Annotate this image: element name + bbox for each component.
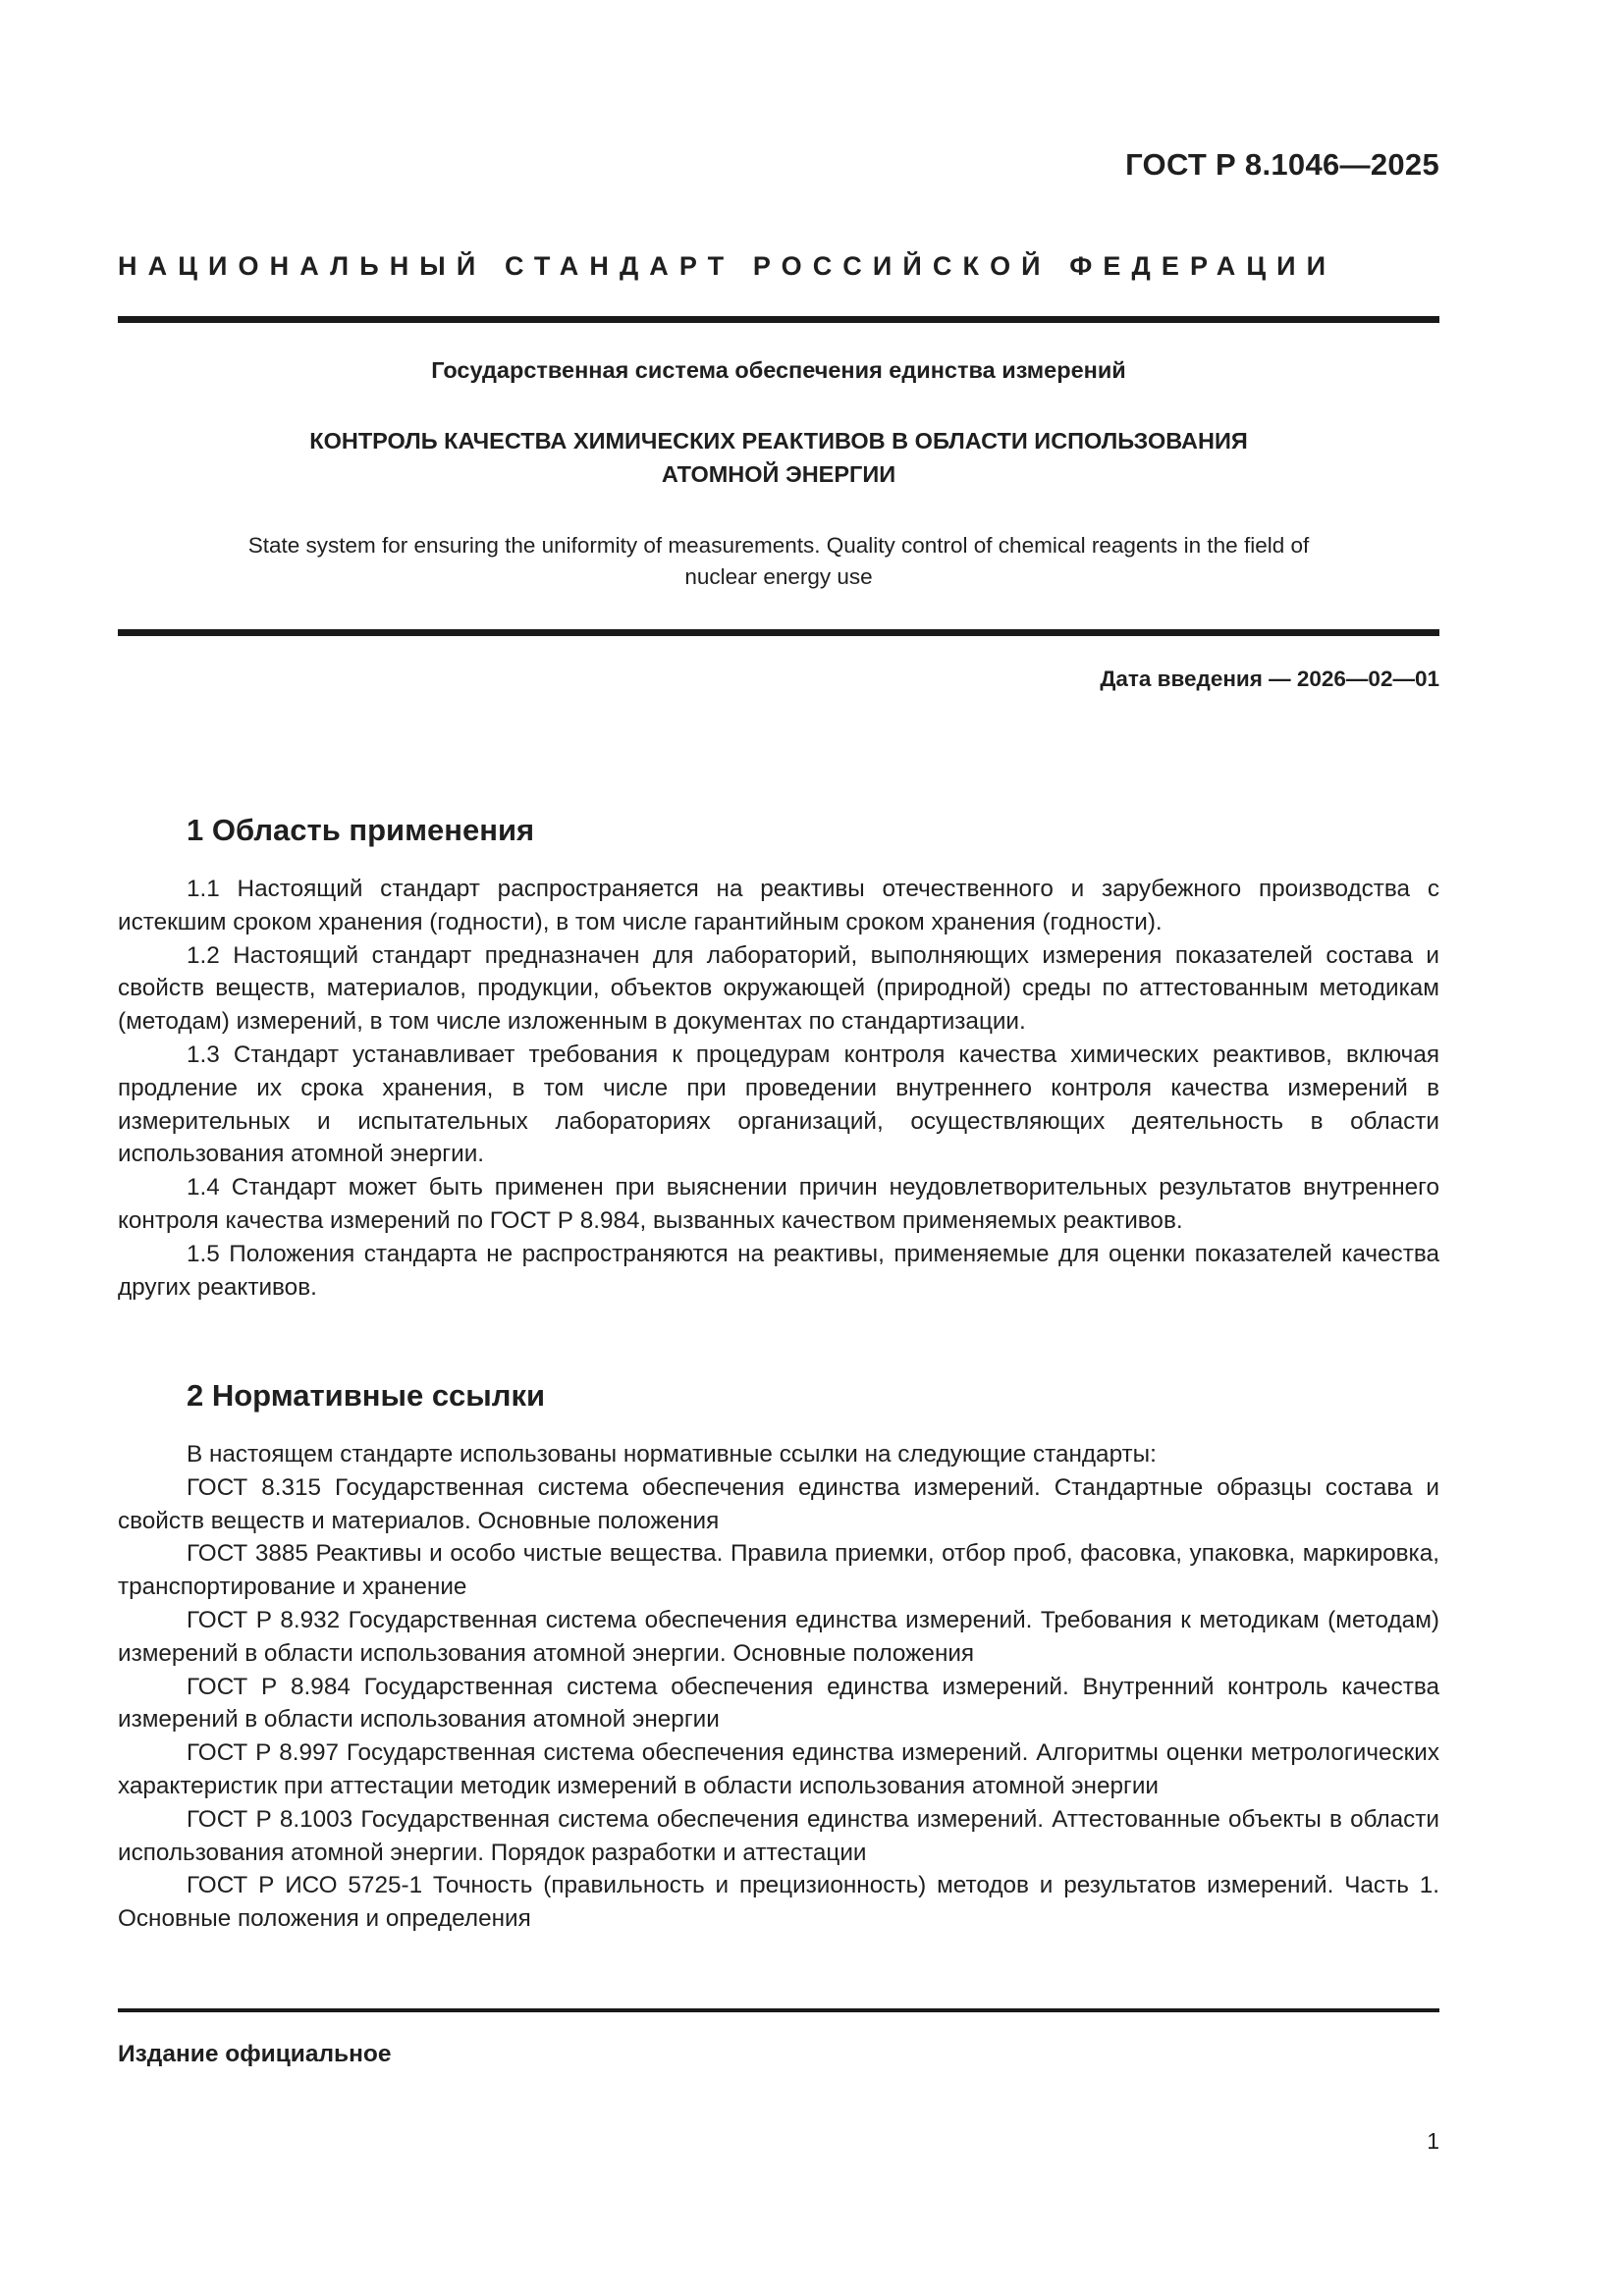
clause-1-3: 1.3 Стандарт устанавливает требования к процедурам контроля качества химических реактивов, включая продление их срока хранения, в том числе при проведении внутреннего контроля качества измерений в измерительных и испытательных лабораториях организаций, осуществляющих деятельность в области использования атомной энергии. (118, 1041, 1439, 1168)
introduction-date: Дата введения — 2026—02—01 (1100, 667, 1439, 691)
document-page (118, 0, 1439, 2296)
english-title-line-1: State system for ensuring the uniformity of measurements. Quality control of chemical reagents in the field of (247, 533, 1310, 558)
english-title-line-2: nuclear energy use (684, 564, 873, 589)
footer-divider (118, 2008, 1439, 2012)
official-edition-label: Издание официальное (118, 2041, 392, 2067)
main-title-line-1: КОНТРОЛЬ КАЧЕСТВА ХИМИЧЕСКИХ РЕАКТИВОВ В ОБЛАСТИ ИСПОЛЬЗОВАНИЯ (309, 428, 1248, 454)
section-2-heading: 2 Нормативные ссылки (187, 1378, 546, 1413)
document-number: ГОСТ Р 8.1046—2025 (1125, 147, 1439, 182)
title-bottom-divider (118, 629, 1439, 636)
reference-item: ГОСТ Р ИСО 5725-1 Точность (правильность и прецизионность) методов и результатов измерений. Часть 1. Основные положения и определения (118, 1872, 1439, 1933)
page-number: 1 (1427, 2128, 1439, 2154)
section-2-body (118, 1438, 1439, 1936)
reference-item: ГОСТ Р 8.1003 Государственная система обеспечения единства измерений. Аттестованные объекты в области использования атомной энергии. Порядок разработки и аттестации (118, 1805, 1439, 1866)
clause-1-4: 1.4 Стандарт может быть применен при выяснении причин неудовлетворительных результатов внутреннего контроля качества измерений по ГОСТ Р 8.984, вызванных качеством применяемых реактивов. (118, 1174, 1439, 1234)
reference-item: ГОСТ Р 8.984 Государственная система обеспечения единства измерений. Внутренний контроль качества измерений в области использования атомной энергии (118, 1673, 1439, 1734)
national-standard-header: НАЦИОНАЛЬНЫЙ СТАНДАРТ РОССИЙСКОЙ ФЕДЕРАЦИИ (118, 251, 1337, 281)
clause-1-1: 1.1 Настоящий стандарт распространяется на реактивы отечественного и зарубежного производства с истекшим сроком хранения (годности), в том числе гарантийным сроком хранения (годности). (118, 876, 1439, 935)
section-1-heading: 1 Область применения (187, 813, 535, 847)
main-title-line-2: АТОМНОЙ ЭНЕРГИИ (661, 461, 896, 487)
main-title (118, 424, 1439, 491)
section-1-body (118, 873, 1439, 1304)
reference-item: ГОСТ Р 8.932 Государственная система обеспечения единства измерений. Требования к методикам (методам) измерений в области использования атомной энергии. Основные положения (118, 1606, 1439, 1667)
system-title: Государственная система обеспечения единства измерений (431, 357, 1126, 383)
clause-1-5: 1.5 Положения стандарта не распространяются на реактивы, применяемые для оценки показателей качества других реактивов. (118, 1240, 1439, 1301)
reference-item: ГОСТ Р 8.997 Государственная система обеспечения единства измерений. Алгоритмы оценки метрологических характеристик при аттестации методик измерений в области использования атомной энергии (118, 1739, 1439, 1799)
english-title (177, 530, 1380, 593)
references-intro: В настоящем стандарте использованы нормативные ссылки на следующие стандарты: (187, 1441, 1157, 1468)
reference-item: ГОСТ 3885 Реактивы и особо чистые вещества. Правила приемки, отбор проб, фасовка, упаковка, маркировка, транспортирование и хранение (118, 1540, 1439, 1601)
top-divider (118, 316, 1439, 323)
reference-item: ГОСТ 8.315 Государственная система обеспечения единства измерений. Стандартные образцы состава и свойств веществ и материалов. Основные положения (118, 1473, 1439, 1534)
clause-1-2: 1.2 Настоящий стандарт предназначен для лабораторий, выполняющих измерения показателей состава и свойств веществ, материалов, продукции, объектов окружающей (природной) среды по аттестованным методикам (методам) измерений, в том числе изложенным в документах по стандартизации. (118, 941, 1439, 1036)
